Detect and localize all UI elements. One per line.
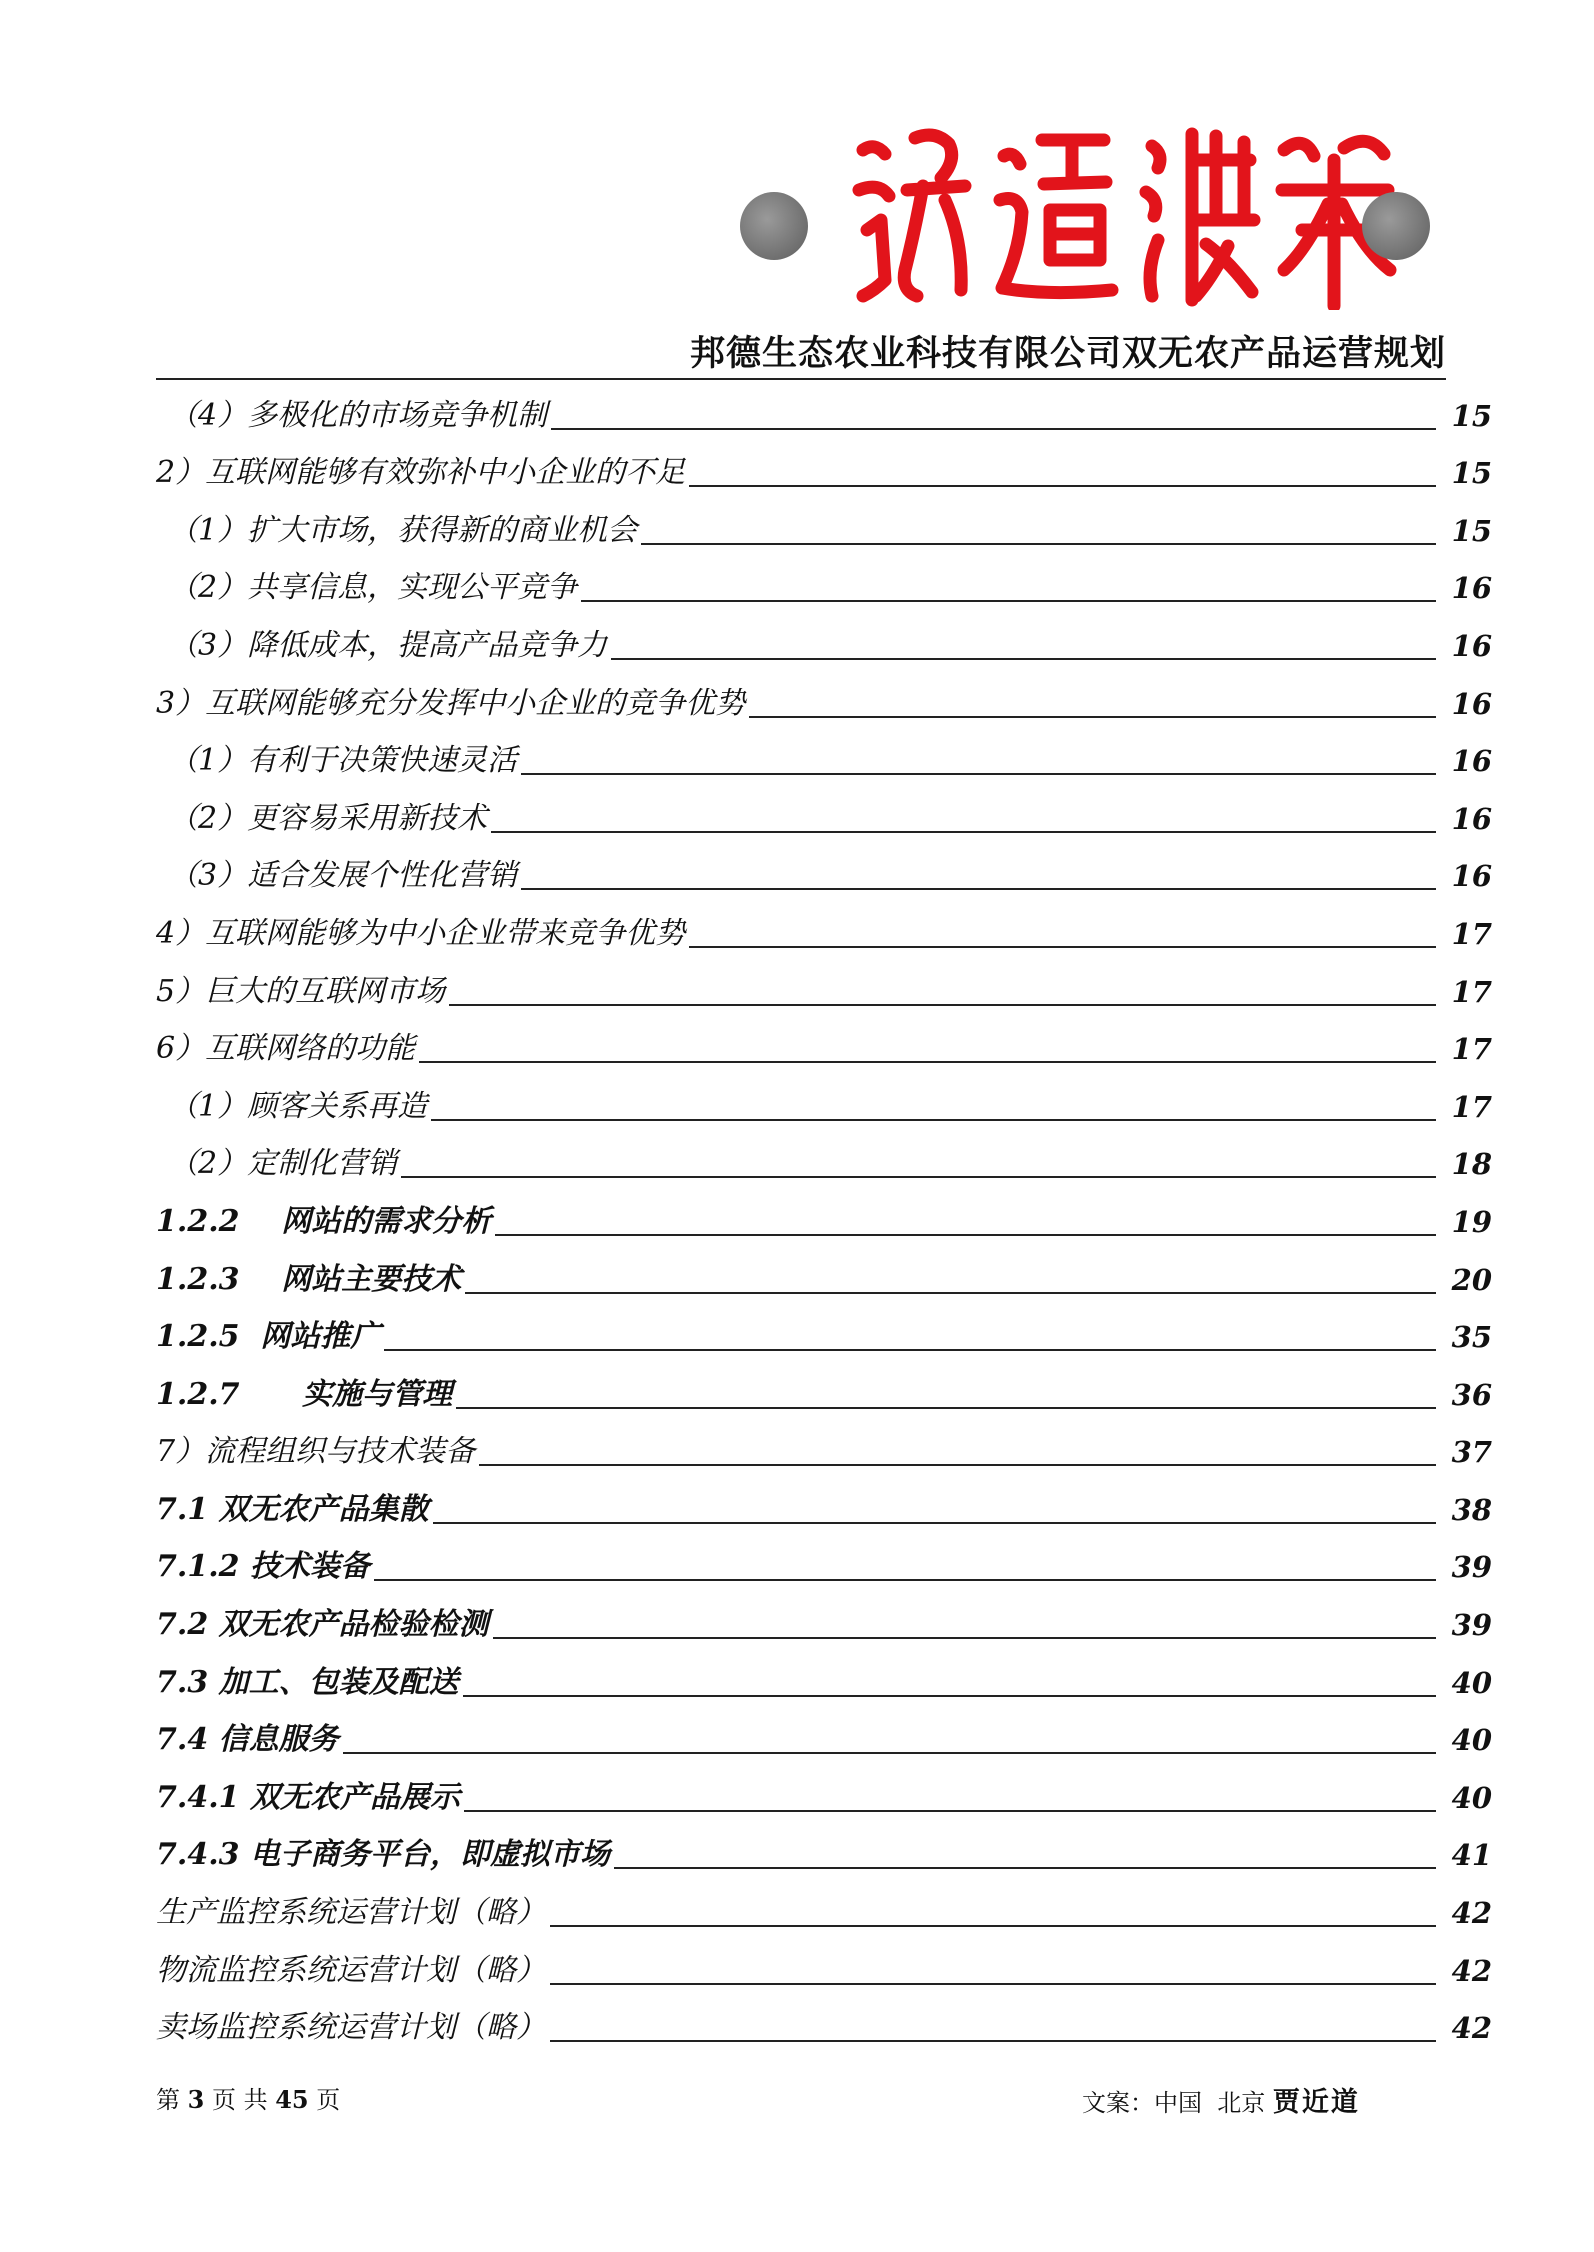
toc-entry-page: 17 (1451, 1032, 1492, 1067)
toc-entry-label: （4）多极化的市场竞争机制 (168, 397, 548, 433)
toc-entry[interactable] (156, 1705, 1492, 1763)
toc-entry-page: 39 (1451, 1608, 1492, 1643)
toc-entry-page: 15 (1451, 456, 1492, 491)
toc-leader-line (431, 1119, 1436, 1121)
toc-entry[interactable] (156, 668, 1492, 726)
toc-entry-label: （1）扩大市场，获得新的商业机会 (168, 512, 638, 548)
table-of-contents (156, 380, 1492, 2050)
toc-entry[interactable] (156, 841, 1492, 899)
page-number-total: 45 (275, 2085, 309, 2114)
page-number-suffix: 页 (308, 2086, 341, 2114)
toc-leader-line (493, 1637, 1436, 1639)
toc-entry[interactable] (156, 1589, 1492, 1647)
toc-leader-line (581, 600, 1436, 602)
toc-entry-page: 17 (1451, 1089, 1492, 1124)
page-number-current: 3 (187, 2085, 205, 2114)
toc-leader-line (465, 1292, 1436, 1294)
toc-entry[interactable] (156, 956, 1492, 1014)
toc-leader-line (495, 1234, 1436, 1236)
toc-entry-label: 生产监控系统运营计划（略） (156, 1895, 546, 1931)
toc-entry[interactable] (156, 1532, 1492, 1590)
toc-leader-line (550, 1925, 1436, 1927)
toc-entry-page: 19 (1451, 1204, 1492, 1239)
toc-entry-label: 7）流程组织与技术装备 (156, 1434, 476, 1470)
toc-entry[interactable] (156, 1935, 1492, 1993)
toc-leader-line (491, 831, 1436, 833)
toc-entry-label: 7.4.1 双无农产品展示 (156, 1779, 460, 1815)
toc-leader-line (550, 2040, 1436, 2042)
toc-entry[interactable] (156, 1186, 1492, 1244)
toc-entry-label: （3）适合发展个性化营销 (168, 858, 518, 894)
author-credit-prefix: 文案：中国 北京 (1082, 2089, 1273, 2117)
toc-entry-label: 卖场监控系统运营计划（略） (156, 2010, 546, 2046)
toc-entry-label: 4）互联网能够为中小企业带来竞争优势 (156, 915, 686, 951)
toc-entry-label: （2）定制化营销 (168, 1146, 398, 1182)
toc-leader-line (641, 543, 1436, 545)
toc-entry-page: 16 (1451, 686, 1492, 721)
gray-dot-left-icon (740, 192, 808, 260)
toc-leader-line (456, 1407, 1436, 1409)
toc-entry[interactable] (156, 783, 1492, 841)
toc-entry[interactable] (156, 1820, 1492, 1878)
toc-entry[interactable] (156, 1474, 1492, 1532)
toc-leader-line (550, 1983, 1436, 1985)
toc-entry[interactable] (156, 898, 1492, 956)
seal-character-1-icon (845, 120, 977, 310)
toc-entry[interactable] (156, 1762, 1492, 1820)
toc-leader-line (463, 1695, 1436, 1697)
toc-leader-line (521, 888, 1436, 890)
toc-entry-label: 1.2.5 网站推广 (156, 1319, 381, 1355)
toc-entry-label: （1）顾客关系再造 (168, 1088, 428, 1124)
toc-leader-line (689, 946, 1436, 948)
author-credit (1082, 2080, 1360, 2119)
toc-entry[interactable] (156, 726, 1492, 784)
toc-entry-page: 15 (1451, 398, 1492, 433)
toc-entry-label: 7.3 加工、包装及配送 (156, 1664, 459, 1700)
red-seal-calligraphy-logo (740, 120, 1430, 320)
toc-entry-label: （2）更容易采用新技术 (168, 800, 488, 836)
toc-leader-line (384, 1349, 1436, 1351)
toc-entry[interactable] (156, 1302, 1492, 1360)
gray-dot-right-icon (1362, 192, 1430, 260)
toc-entry-page: 42 (1451, 2011, 1492, 2046)
toc-entry-page: 42 (1451, 1896, 1492, 1931)
toc-leader-line (479, 1464, 1436, 1466)
toc-entry[interactable] (156, 1014, 1492, 1072)
toc-entry[interactable] (156, 495, 1492, 553)
toc-entry[interactable] (156, 438, 1492, 496)
toc-entry-label: （2）共享信息，实现公平竞争 (168, 570, 578, 606)
toc-leader-line (464, 1810, 1436, 1812)
toc-entry[interactable] (156, 1071, 1492, 1129)
author-signature: 贾近道 (1272, 2087, 1360, 2118)
toc-entry-label: 7.1.2 技术装备 (156, 1549, 370, 1585)
toc-entry-page: 16 (1451, 628, 1492, 663)
toc-entry-label: 3）互联网能够充分发挥中小企业的竞争优势 (156, 685, 746, 721)
toc-entry-page: 20 (1451, 1262, 1492, 1297)
toc-entry-label: 5）巨大的互联网市场 (156, 973, 446, 1009)
toc-entry-page: 39 (1451, 1550, 1492, 1585)
toc-entry[interactable] (156, 1647, 1492, 1705)
toc-entry-label: 7.2 双无农产品检验检测 (156, 1607, 489, 1643)
page-number (156, 2080, 340, 2115)
toc-entry[interactable] (156, 1993, 1492, 2051)
seal-character-3-icon (1132, 120, 1264, 310)
toc-leader-line (611, 658, 1436, 660)
toc-leader-line (401, 1176, 1436, 1178)
toc-entry-page: 37 (1451, 1435, 1492, 1470)
toc-leader-line (749, 716, 1436, 718)
toc-entry-page: 40 (1451, 1665, 1492, 1700)
toc-leader-line (551, 428, 1436, 430)
toc-entry-page: 18 (1451, 1147, 1492, 1182)
toc-entry-page: 42 (1451, 1953, 1492, 1988)
toc-entry[interactable] (156, 610, 1492, 668)
toc-entry[interactable] (156, 553, 1492, 611)
toc-leader-line (689, 485, 1436, 487)
toc-entry-page: 35 (1451, 1320, 1492, 1355)
seal-character-2-icon (988, 120, 1120, 310)
toc-entry-page: 16 (1451, 744, 1492, 779)
toc-entry-page: 17 (1451, 916, 1492, 951)
toc-entry-label: 物流监控系统运营计划（略） (156, 1952, 546, 1988)
toc-entry[interactable] (156, 380, 1492, 438)
toc-entry-label: 6）互联网络的功能 (156, 1031, 416, 1067)
toc-entry-page: 15 (1451, 513, 1492, 548)
toc-entry-label: 7.1 双无农产品集散 (156, 1491, 429, 1527)
toc-leader-line (449, 1004, 1436, 1006)
document-title: 邦德生态农业科技有限公司双无农产品运营规划 (689, 334, 1446, 374)
page-number-prefix: 第 (156, 2086, 188, 2114)
toc-entry-label: 2）互联网能够有效弥补中小企业的不足 (156, 455, 686, 491)
toc-entry-page: 41 (1451, 1838, 1492, 1873)
toc-entry-label: 1.2.3 网站主要技术 (156, 1261, 462, 1297)
toc-entry-label: 7.4.3 电子商务平台，即虚拟市场 (156, 1837, 610, 1873)
toc-entry[interactable] (156, 1359, 1492, 1417)
page-number-middle: 页 共 (204, 2086, 276, 2114)
toc-entry-page: 36 (1451, 1377, 1492, 1412)
toc-entry-page: 40 (1451, 1723, 1492, 1758)
toc-entry-page: 16 (1451, 801, 1492, 836)
toc-entry-label: 1.2.7 实施与管理 (156, 1376, 453, 1412)
toc-entry-page: 40 (1451, 1780, 1492, 1815)
toc-entry[interactable] (156, 1129, 1492, 1187)
toc-entry-page: 38 (1451, 1492, 1492, 1527)
toc-leader-line (433, 1522, 1436, 1524)
toc-leader-line (521, 773, 1436, 775)
toc-leader-line (374, 1579, 1436, 1581)
toc-entry-page: 16 (1451, 859, 1492, 894)
toc-entry[interactable] (156, 1877, 1492, 1935)
toc-entry[interactable] (156, 1417, 1492, 1475)
toc-entry-label: 7.4 信息服务 (156, 1722, 339, 1758)
toc-leader-line (614, 1867, 1436, 1869)
toc-entry-label: （1）有利于决策快速灵活 (168, 743, 518, 779)
toc-entry-label: 1.2.2 网站的需求分析 (156, 1203, 492, 1239)
toc-leader-line (419, 1061, 1436, 1063)
toc-entry-page: 16 (1451, 571, 1492, 606)
toc-leader-line (343, 1752, 1436, 1754)
toc-entry-label: （3）降低成本，提高产品竞争力 (168, 627, 608, 663)
toc-entry-page: 17 (1451, 974, 1492, 1009)
toc-entry[interactable] (156, 1244, 1492, 1302)
